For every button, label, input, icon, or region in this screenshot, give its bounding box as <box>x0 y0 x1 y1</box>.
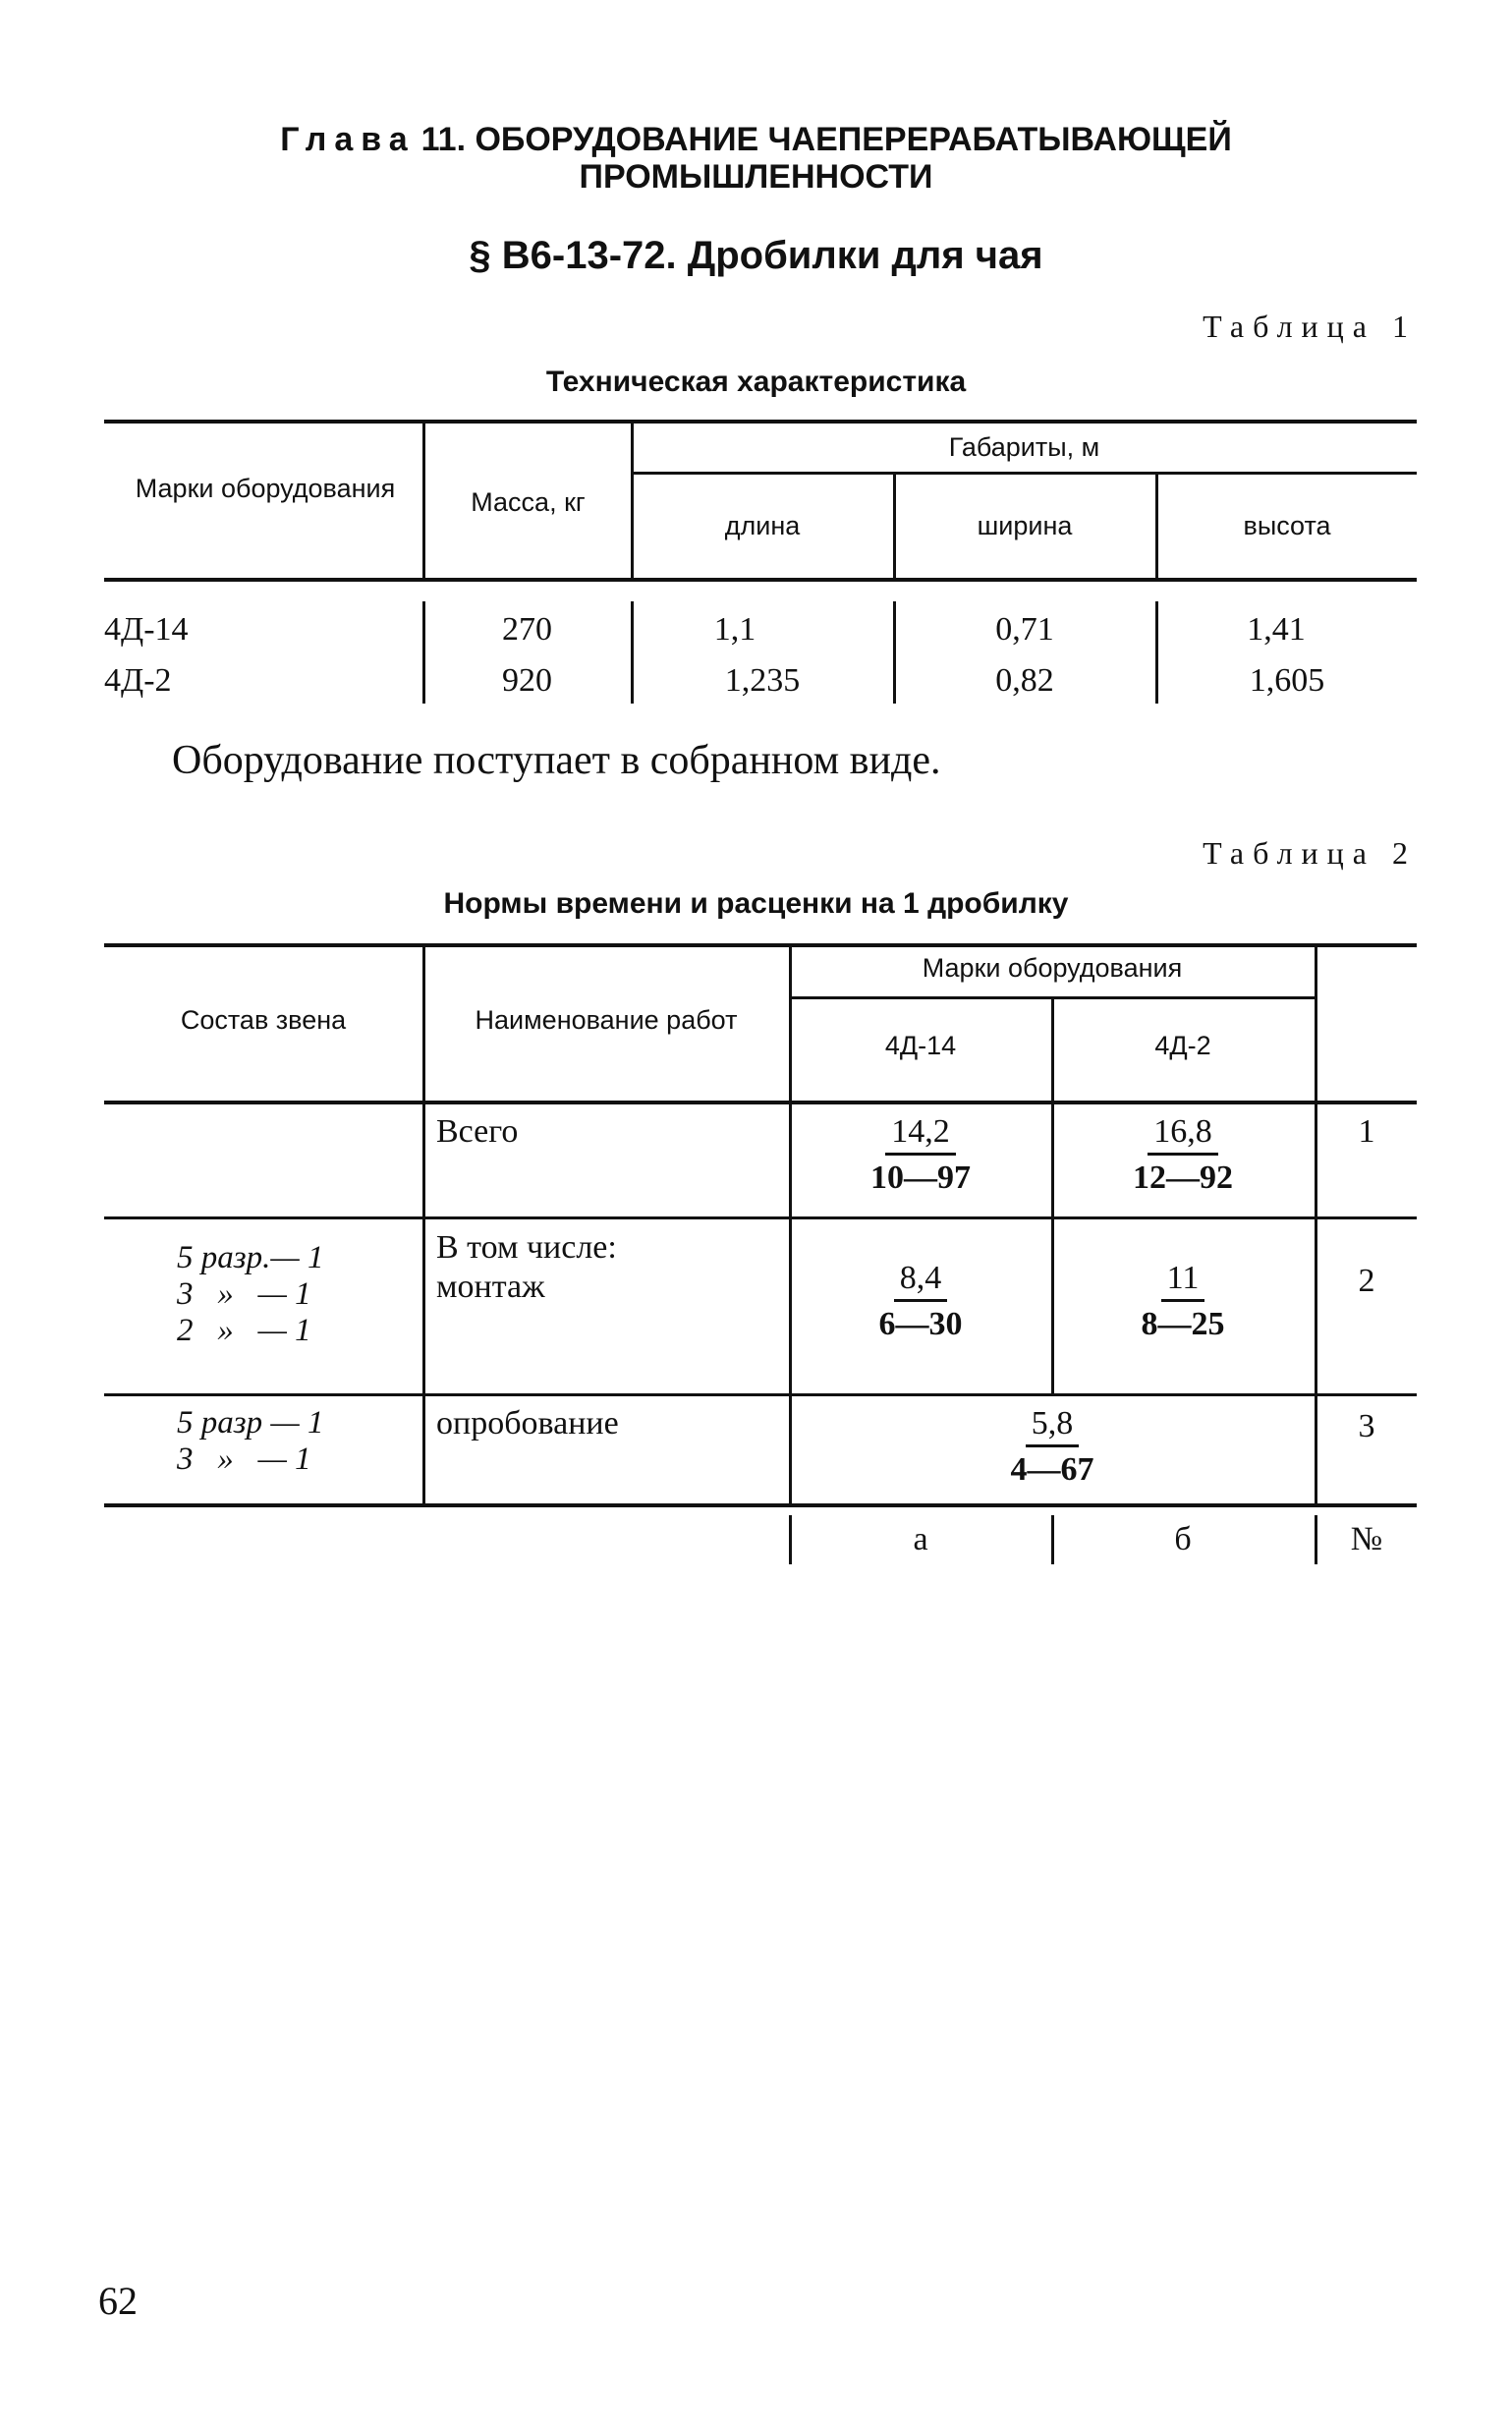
norm-time: 14,2 <box>885 1113 956 1156</box>
table1-row2-brand: 4Д-2 <box>104 662 172 699</box>
price: 12—92 <box>1133 1159 1233 1196</box>
table1-header-width: ширина <box>977 511 1073 540</box>
table1-row1-width: 0,71 <box>995 611 1054 648</box>
table1-header-rule <box>104 578 1417 582</box>
table1-header-length: длина <box>724 511 801 540</box>
table1-header-mass: Масса, кг <box>471 487 586 517</box>
table1-row1-brand: 4Д-14 <box>104 611 189 648</box>
table1-row1-mass: 270 <box>502 611 552 648</box>
table2-row1-4d2-fraction <box>1054 1113 1312 1197</box>
table2-row3-crew: 5 разр — 1 3 » — 1 <box>177 1405 324 1477</box>
table1-dims-rule <box>631 472 1417 475</box>
table2-header-brands: Марки оборудования <box>922 953 1183 983</box>
table2-row2-crew: 5 разр.— 1 3 » — 1 2 » — 1 <box>177 1240 324 1348</box>
table1-row2-length: 1,235 <box>724 662 801 699</box>
table2-header-work: Наименование работ <box>475 1005 738 1035</box>
table1-label: Таблица 1 <box>1203 309 1417 344</box>
table2-bottom-rule <box>104 1503 1417 1507</box>
norm-time: 16,8 <box>1148 1113 1218 1156</box>
table2-row3-merged-fraction <box>792 1405 1313 1489</box>
table1-header-brand: Марки оборудования <box>135 474 396 503</box>
table1-header-height: высота <box>1243 511 1331 540</box>
note-text: Оборудование поступает в собранном виде. <box>172 738 941 783</box>
chapter-title-line2: ПРОМЫШЛЕННОСТИ <box>579 158 933 196</box>
table2-row2-rule <box>104 1393 1417 1396</box>
table1-vline-1 <box>422 422 425 579</box>
table2-footer-a: а <box>913 1521 928 1557</box>
table1-row2-width: 0,82 <box>995 662 1054 699</box>
table2-footer-b: б <box>1174 1521 1192 1557</box>
table2-row2-work: В том числе: монтаж <box>436 1229 617 1305</box>
table2-vline-1 <box>422 945 425 1505</box>
table2-header-4d14: 4Д-14 <box>884 1031 957 1060</box>
table2-row1-rule <box>104 1216 1417 1219</box>
table2-footer-no: № <box>1350 1521 1383 1557</box>
table2-row2-number: 2 <box>1358 1263 1375 1299</box>
chapter-prefix: Глава <box>280 121 416 158</box>
table1-vline-5 <box>422 601 425 704</box>
price: 6—30 <box>878 1306 963 1342</box>
price: 8—25 <box>1141 1306 1225 1342</box>
chapter-heading <box>0 121 1512 196</box>
table1-row1-height: 1,41 <box>1247 611 1306 648</box>
table2-row1-4d14-fraction <box>792 1113 1049 1197</box>
table2-row1-number: 1 <box>1358 1113 1375 1150</box>
table1-row2-mass: 920 <box>502 662 552 699</box>
table2-row2-4d14-fraction <box>792 1260 1049 1343</box>
table1-row1-length: 1,1 <box>713 611 756 648</box>
table2-header-4d2: 4Д-2 <box>1154 1031 1211 1060</box>
section-title: § В6-13-72. Дробилки для чая <box>469 234 1043 277</box>
table1-header-dims: Габариты, м <box>948 432 1100 462</box>
price: 10—97 <box>870 1159 971 1196</box>
table2-top-rule <box>104 943 1417 947</box>
table1-caption: Техническая характеристика <box>545 366 967 398</box>
table1-top-rule <box>104 420 1417 424</box>
price: 4—67 <box>1010 1451 1094 1488</box>
table2-row1-work: Всего <box>436 1113 519 1150</box>
norm-time: 8,4 <box>894 1260 948 1302</box>
table2-header-crew: Состав звена <box>180 1005 347 1035</box>
table2-header-rule <box>104 1101 1417 1104</box>
table2-row2-4d2-fraction <box>1054 1260 1312 1343</box>
norm-time: 5,8 <box>1026 1405 1080 1447</box>
table2-label: Таблица 2 <box>1203 835 1417 871</box>
table2-row3-work: опробование <box>436 1405 619 1442</box>
table2-caption: Нормы времени и расценки на 1 дробилку <box>443 887 1069 920</box>
chapter-title-line1: 11. ОБОРУДОВАНИЕ ЧАЕПЕРЕРАБАТЫВАЮЩЕЙ <box>420 121 1232 158</box>
page-number: 62 <box>98 2279 138 2323</box>
norm-time: 11 <box>1161 1260 1205 1302</box>
table2-row3-number: 3 <box>1358 1408 1375 1444</box>
table1-row2-height: 1,605 <box>1249 662 1325 699</box>
